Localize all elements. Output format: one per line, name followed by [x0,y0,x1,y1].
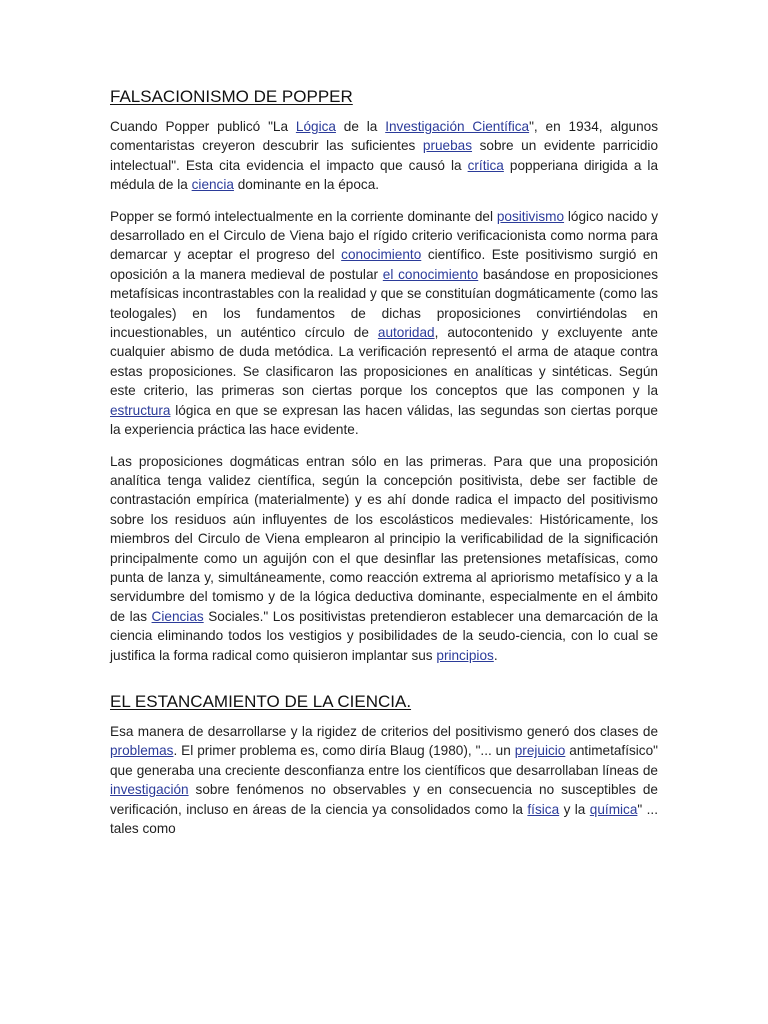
link-prejuicio[interactable]: prejuicio [514,743,566,759]
link-ciencia[interactable]: ciencia [191,177,234,193]
paragraph-text: . [493,647,498,663]
paragraph-text: sobre fenómenos no observables y en consecuencia no susceptibles de verificación, incluso en áreas de la ciencia ya consolidados como la [110,782,658,817]
paragraph [110,117,658,195]
link-ciencias[interactable]: Ciencias [151,608,204,624]
paragraph-text: Las proposiciones dogmáticas entran sólo en las primeras. Para que una proposición analítica tenga validez científica, según la concepción positivista, debe ser factible de contrastación empírica (materialmente) y es ahí donde radica el impacto del positivismo sobre los residuos aún influyentes de los escolásticos medievales: Históricamente, los miembros del Circulo de Viena emplearon al principio la verificabilidad de la significación principalmente como un aguijón con el que desinflar las pretensiones metafísicas, como punta de lanza y, simultáneamente, como reacción extrema al apriorismo metafísico y a la servidumbre del tomismo y de la lógica deductiva dominante, especialmente en el ámbito de las [110,453,658,624]
paragraph-text: ", en 1934, algunos comentaristas creyeron descubrir las suficientes [110,119,659,154]
paragraph-text: sobre un evidente parricidio intelectual". Esta cita evidencia el impacto que causó la [110,138,659,173]
paragraph-text: lógico nacido y desarrollado en el Circulo de Viena bajo el rígido criterio verificacionista como norma para demarcar y aceptar el progreso del [110,208,658,263]
paragraph-text: antimetafísico" que generaba una creciente desconfianza entre los científicos que desarrollaban líneas de [110,743,658,778]
paragraph-text: basándose en proposiciones metafísicas incontrastables con la realidad y que se constituían dogmáticamente (como las teologales) en los fundamentos de dichas proposiciones convirtiéndolas en incuestionables, un auténtico círculo de [110,266,658,341]
link-pruebas[interactable]: pruebas [422,138,473,154]
paragraph-text: Esa manera de desarrollarse y la rigidez de criterios del positivismo generó dos clases de [110,723,658,739]
link-quimica[interactable]: química [589,801,638,817]
paragraph-text: , autocontenido y excluyente ante cualquier abismo de duda metódica. La verificación representó el arma de ataque contra estas proposiciones. Se clasificaron las proposiciones en analíticas y sintéticas. Según este criterio, las primeras son ciertas porque los conceptos que las componen y la [110,325,658,399]
section-heading-estancamiento: EL ESTANCAMIENTO DE LA CIENCIA. [110,691,412,711]
paragraph-text: lógica en que se expresan las hacen válidas, las segundas son ciertas porque la experiencia práctica las hace evidente. [110,402,658,438]
link-critica[interactable]: crítica [467,157,504,173]
paragraph [110,207,658,440]
paragraph [110,452,658,665]
section-heading-falsacionismo: FALSACIONISMO DE POPPER [110,87,353,106]
link-logica[interactable]: Lógica [295,119,336,134]
paragraph-text: Cuando Popper publicó "La [110,119,296,134]
link-principios[interactable]: principios [436,647,494,663]
paragraph-text: y la [559,801,590,817]
link-investigacion[interactable]: investigación [110,782,189,798]
paragraph-text: Sociales." Los positivistas pretendieron establecer una demarcación de la ciencia eliminando todos los vestigios y posibilidades de la seudo-ciencia, con lo cual se justifica la forma radical como quisieron implantar sus [110,608,658,663]
link-investigacion-cientifica[interactable]: Investigación Científica [385,119,530,134]
paragraph-text: popperiana dirigida a la médula de la [110,157,658,193]
link-fisica[interactable]: física [527,801,560,817]
paragraph-text: dominante en la época. [233,177,380,193]
link-conocimiento[interactable]: conocimiento [341,247,422,263]
link-problemas[interactable]: problemas [110,743,174,759]
paragraph-text: científico. Este positivismo surgió en oposición a la manera medieval de postular [110,247,658,282]
link-positivismo[interactable]: positivismo [496,208,565,224]
link-estructura[interactable]: estructura [110,402,171,418]
paragraph-text: . El primer problema es, como diría Blaug (1980), "... un [173,743,515,759]
paragraph-text: de la [335,119,386,134]
paragraph [110,722,658,838]
paragraph-text: Popper se formó intelectualmente en la corriente dominante del [110,208,497,224]
link-el-conocimiento[interactable]: el conocimiento [382,266,479,282]
document-page [110,86,658,850]
link-autoridad[interactable]: autoridad [377,325,435,341]
paragraph-text: " ... tales como [110,801,658,836]
